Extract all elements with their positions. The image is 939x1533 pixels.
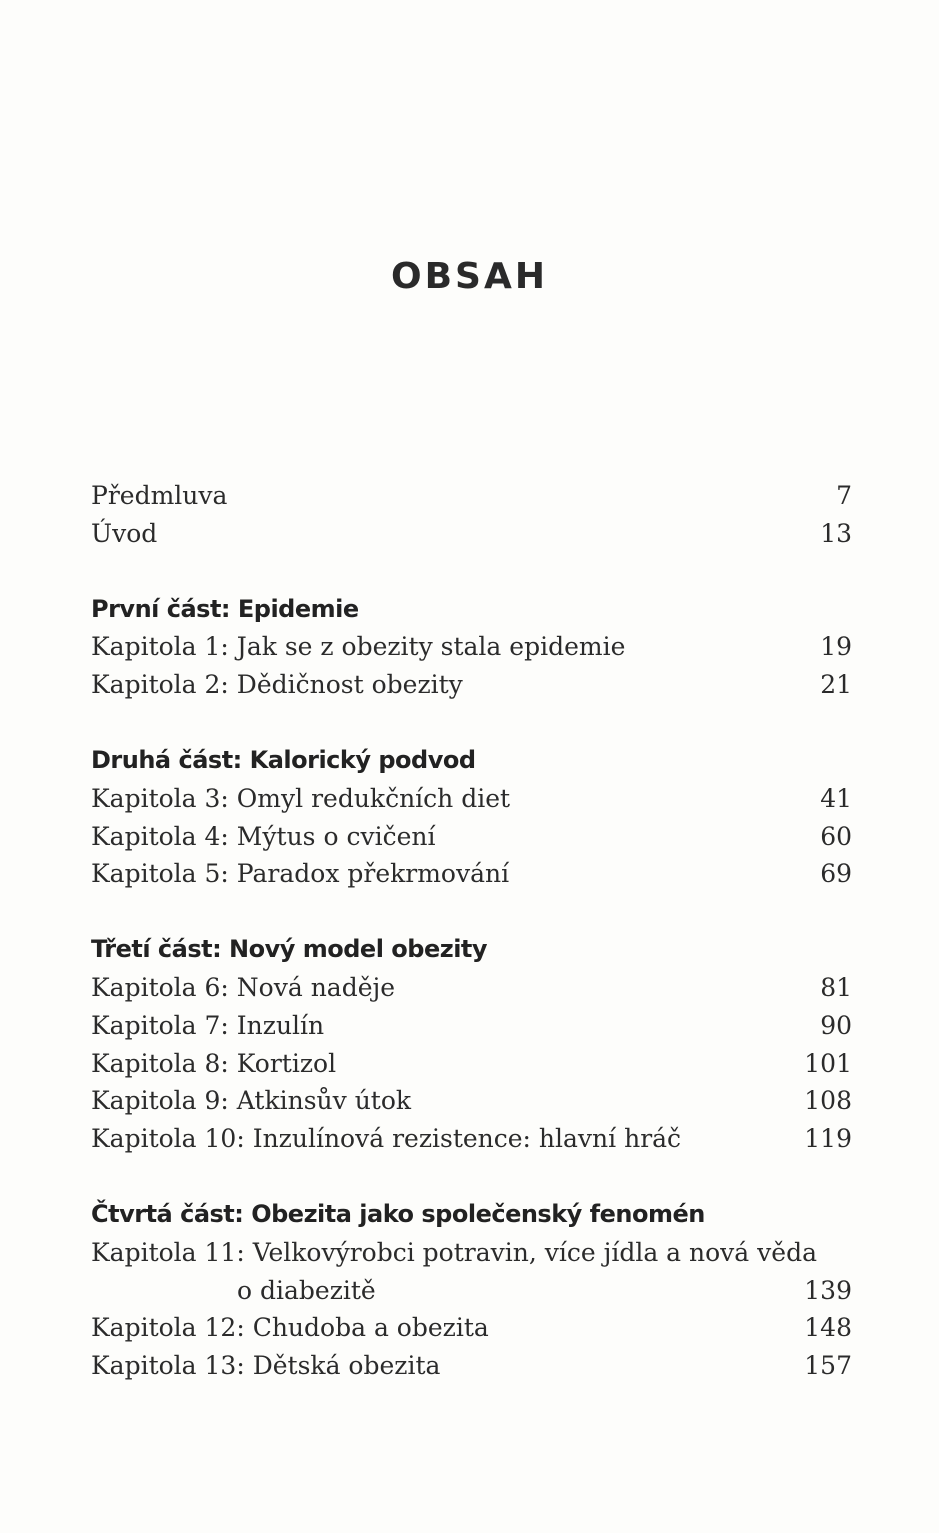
toc-entry-page: 41 (820, 783, 852, 813)
toc-entry-page: 13 (820, 518, 852, 548)
toc-entry-page: 148 (804, 1313, 852, 1343)
toc-entry-label: Kapitola 4: Mýtus o cvičení (91, 821, 436, 851)
toc-entry-page: 19 (820, 632, 852, 662)
toc-entry-page: 69 (820, 859, 852, 889)
toc-entry (91, 822, 852, 860)
toc-entry-label: Kapitola 3: Omyl redukčních diet (91, 783, 511, 813)
toc-entry (91, 1086, 852, 1124)
toc-entry (91, 1011, 852, 1049)
page-title: OBSAH (391, 256, 548, 297)
section-spacer (91, 708, 852, 746)
part-heading: První část: Epidemie (91, 594, 359, 623)
toc-entry-label: Kapitola 13: Dětská obezita (91, 1351, 441, 1381)
toc-entry (91, 632, 852, 670)
toc-entry-label: Kapitola 9: Atkinsův útok (91, 1086, 412, 1116)
toc-entry-page: 101 (804, 1048, 852, 1078)
toc-entry (91, 481, 852, 519)
toc-entry-wrapped-line2 (91, 1276, 852, 1314)
toc-entry (91, 670, 852, 708)
toc-entry-label: Kapitola 5: Paradox překrmování (91, 859, 510, 889)
toc-entry (91, 784, 852, 822)
toc-entry-label: Kapitola 10: Inzulínová rezistence: hlavní hráč (91, 1124, 682, 1154)
toc-entry-page: 7 (836, 481, 852, 510)
toc-entry (91, 1313, 852, 1351)
toc-entry-page: 139 (804, 1275, 852, 1305)
toc-entry-label: Úvod (91, 518, 158, 548)
section-spacer (91, 557, 852, 595)
toc-entry-label: Kapitola 12: Chudoba a obezita (91, 1313, 489, 1343)
toc-entry-page: 157 (804, 1351, 852, 1381)
toc-entry-page: 90 (820, 1010, 852, 1040)
part-heading: Druhá část: Kalorický podvod (91, 745, 476, 774)
toc-entry-label: Kapitola 1: Jak se z obezity stala epidemie (91, 632, 626, 662)
toc-entry-label: Kapitola 6: Nová naděje (91, 972, 396, 1002)
section-spacer (91, 1162, 852, 1200)
part-heading: Čtvrtá část: Obezita jako společenský fenomén (91, 1199, 705, 1228)
part-heading: Třetí část: Nový model obezity (91, 935, 488, 964)
toc-entry (91, 1049, 852, 1087)
toc-entry-label: Kapitola 7: Inzulín (91, 1010, 325, 1040)
toc-entry-label: Kapitola 8: Kortizol (91, 1048, 337, 1078)
toc-entry (91, 1351, 852, 1389)
toc-entry-wrapped-line1: Kapitola 11: Velkovýrobci potravin, více jídla a nová věda (91, 1237, 817, 1267)
toc-entry-page: 108 (804, 1086, 852, 1116)
toc-entry-label: Předmluva (91, 481, 228, 510)
toc-entry-page: 60 (820, 821, 852, 851)
toc-entry-label: Kapitola 2: Dědičnost obezity (91, 670, 463, 700)
toc-entry-page: 81 (820, 972, 852, 1002)
toc-entry-page: 119 (804, 1124, 852, 1154)
toc-entry (91, 859, 852, 897)
toc-entry-label-continuation: o diabezitě (237, 1275, 376, 1305)
toc-entry (91, 1124, 852, 1162)
table-of-contents (91, 481, 852, 1389)
toc-entry-page: 21 (820, 670, 852, 700)
toc-entry (91, 973, 852, 1011)
section-spacer (91, 897, 852, 935)
toc-entry (91, 519, 852, 557)
